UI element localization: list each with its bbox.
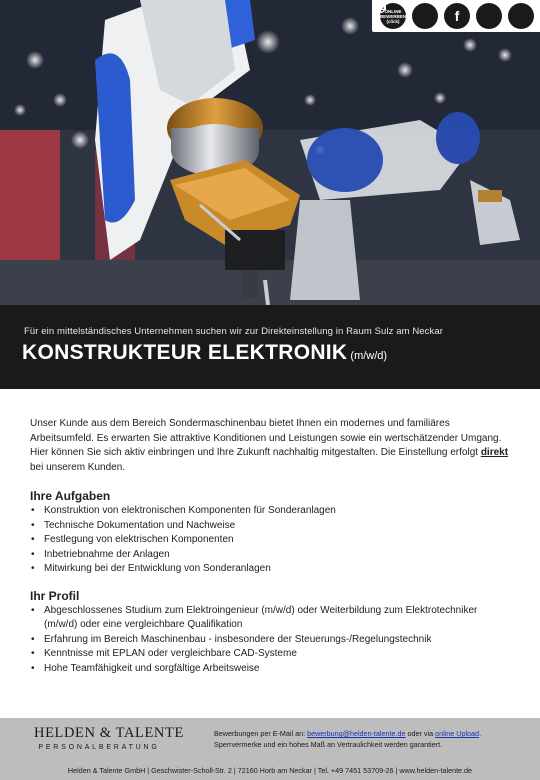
list-item: • Konstruktion von elektronischen Komponenten für Sonderanlagen	[30, 504, 510, 519]
list-item: • Technische Dokumentation und Nachweise	[30, 519, 510, 534]
logo-brand: HELDEN & TALENTE	[34, 725, 184, 741]
mail-icon[interactable]	[412, 3, 438, 29]
company-address: Helden & Talente GmbH | Geschwister-Scholl-Str. 2 | 72160 Horb am Neckar | Tel. +49 7451 53709-26 | www.helden-talente.de	[67, 766, 473, 775]
intro-text: Unser Kunde aus dem Bereich Sondermaschinenbau bietet Ihnen ein modernes und familiäres Arbeitsumfeld. Es erwarten Sie attraktive Konditionen und Leistungen sowie ein wertschätzender Umgang. Hier können Sie sich aktiv einbringen und Ihre Zukunft nachhaltig mitgestalten. Die Einstellung erfolgt	[30, 418, 502, 458]
list-item: • Mitwirkung bei der Entwicklung von Sonderanlagen	[30, 562, 510, 577]
job-description	[30, 417, 510, 676]
apply-prefix: Bewerbungen per E-Mail an:	[214, 729, 308, 738]
instagram-icon[interactable]	[476, 3, 502, 29]
job-title-text: KONSTRUKTEUR ELEKTRONIK	[22, 341, 348, 364]
footer	[0, 718, 540, 780]
tasks-section	[30, 488, 510, 577]
job-title	[22, 341, 387, 365]
online-upload-link[interactable]: online Upload	[435, 729, 480, 738]
xing-icon[interactable]	[508, 3, 534, 29]
title-bar	[0, 305, 540, 389]
apply-email-link[interactable]: bewerbung@helden-talente.de	[307, 729, 406, 738]
online-apply-label: ONLINE BEWERBEN (click)	[379, 8, 407, 24]
list-item: • Erfahrung im Bereich Maschinenbau - insbesondere der Steuerungs-/Regelungstechnik	[30, 633, 510, 648]
list-item: • Abgeschlossenes Studium zum Elektroingenieur (m/w/d) oder Weiterbildung zum Elektrotechniker (m/w/d) oder eine vergleichbare Qualifikation	[30, 604, 510, 633]
tasks-heading: Ihre Aufgaben	[30, 489, 111, 503]
company-logo	[34, 725, 184, 751]
confidentiality-note: Sperrvermerke und ein hohes Maß an Vertraulichkeit werden garantiert.	[214, 740, 443, 749]
list-item: • Kenntnisse mit EPLAN oder vergleichbare CAD-Systeme	[30, 647, 510, 662]
robot-arm-illustration	[0, 0, 540, 305]
hero-image	[0, 0, 540, 305]
profile-heading: Ihr Profil	[30, 588, 80, 603]
list-item: • Hohe Teamfähigkeit und sorgfältige Arbeitsweise	[30, 662, 510, 677]
intro-emphasis: direkt	[480, 447, 509, 458]
list-item: • Festlegung von elektrischen Komponenten	[30, 533, 510, 548]
social-bar	[372, 0, 540, 32]
list-item: • Inbetriebnahme der Anlagen	[30, 548, 510, 563]
facebook-icon[interactable]: f	[444, 3, 470, 29]
job-subtitle: Für ein mittelständisches Unternehmen suchen wir zur Direkteinstellung in Raum Sulz am Neckar	[24, 326, 444, 337]
application-info	[214, 728, 534, 750]
profile-section	[30, 588, 510, 677]
logo-tagline: PERSONALBERATUNG	[38, 744, 160, 751]
intro-paragraph	[30, 417, 510, 475]
profile-list	[30, 604, 510, 677]
tasks-list	[30, 504, 510, 577]
intro-text-end: bei unserem Kunden.	[30, 461, 126, 473]
apply-middle: oder via	[405, 729, 436, 738]
apply-suffix: .	[479, 729, 482, 738]
job-title-gender: (m/w/d)	[350, 350, 388, 362]
